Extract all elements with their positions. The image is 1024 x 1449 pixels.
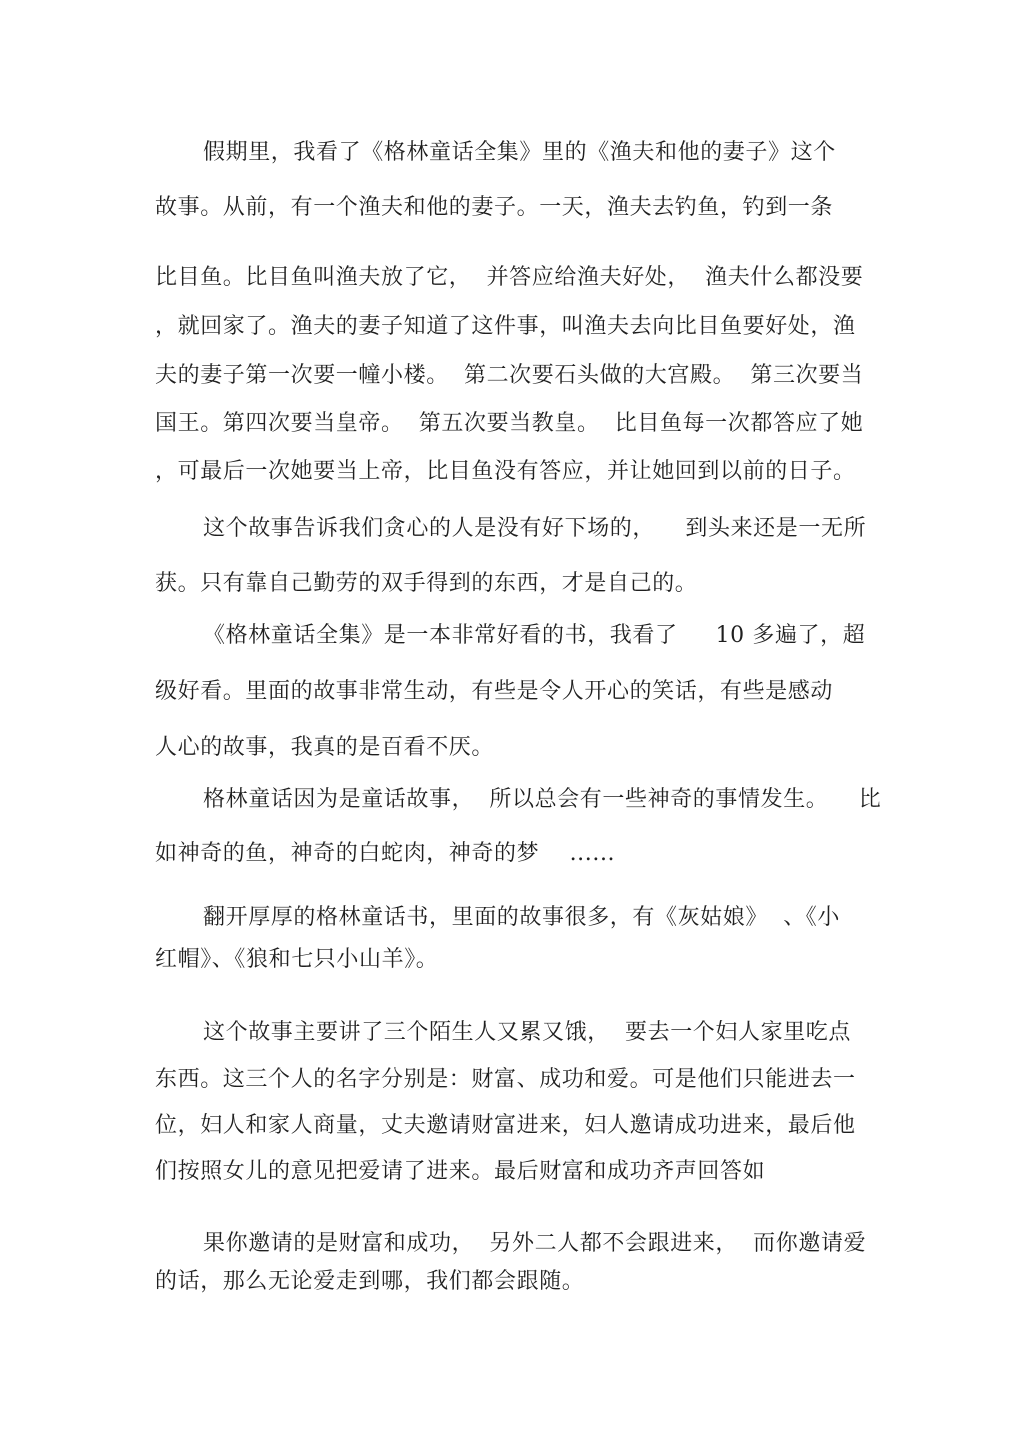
text-line: 故事。从前，有一个渔夫和他的妻子。一天，渔夫去钓鱼，钓到一条 [155, 195, 834, 220]
text-line: 国王。第四次要当皇帝。 第五次要当教皇。 比目鱼每一次都答应了她 [155, 411, 864, 436]
text-line: 格林童话因为是童话故事， 所以总会有一些神奇的事情发生。 比 [203, 787, 882, 812]
text-line: 东西。这三个人的名字分别是：财富、成功和爱。可是他们只能进去一 [155, 1067, 856, 1092]
text-line: 翻开厚厚的格林童话书，里面的故事很多，有《灰姑娘》 、《小 [203, 905, 840, 930]
text-line: 《格林童话全集》是一本非常好看的书，我看了 10 多遍了，超 [203, 623, 866, 648]
text-line: 级好看。里面的故事非常生动，有些是令人开心的笑话，有些是感动 [155, 679, 834, 704]
text-line: 假期里，我看了《格林童话全集》里的《渔夫和他的妻子》这个 [203, 140, 836, 165]
text-line: 人心的故事，我真的是百看不厌。 [155, 735, 495, 760]
text-line: 比目鱼。比目鱼叫渔夫放了它， 并答应给渔夫好处， 渔夫什么都没要 [155, 265, 864, 290]
text-line: 这个故事主要讲了三个陌生人又累又饿， 要去一个妇人家里吃点 [203, 1020, 851, 1045]
text-line: 位，妇人和家人商量，丈夫邀请财富进来，妇人邀请成功进来，最后他 [155, 1113, 856, 1138]
text-line: 的话，那么无论爱走到哪，我们都会跟随。 [155, 1269, 585, 1294]
text-line: 获。只有靠自己勤劳的双手得到的东西，才是自己的。 [155, 571, 698, 596]
text-line: 如神奇的鱼，神奇的白蛇肉，神奇的梦 ...... [155, 841, 616, 866]
text-line: ，就回家了。渔夫的妻子知道了这件事，叫渔夫去向比目鱼要好处，渔 [155, 314, 856, 339]
text-line: 夫的妻子第一次要一幢小楼。 第二次要石头做的大宫殿。 第三次要当 [155, 363, 864, 388]
text-line: 们按照女儿的意见把爱请了进来。最后财富和成功齐声回答如 [155, 1159, 766, 1184]
text-line: 果你邀请的是财富和成功， 另外二人都不会跟进来， 而你邀请爱 [203, 1231, 867, 1256]
text-line: 红帽》、《狼和七只小山羊》。 [155, 947, 439, 972]
text-line: 这个故事告诉我们贪心的人是没有好下场的， 到头来还是一无所 [203, 516, 867, 541]
text-line: ，可最后一次她要当上帝，比目鱼没有答应，并让她回到以前的日子。 [155, 459, 856, 484]
